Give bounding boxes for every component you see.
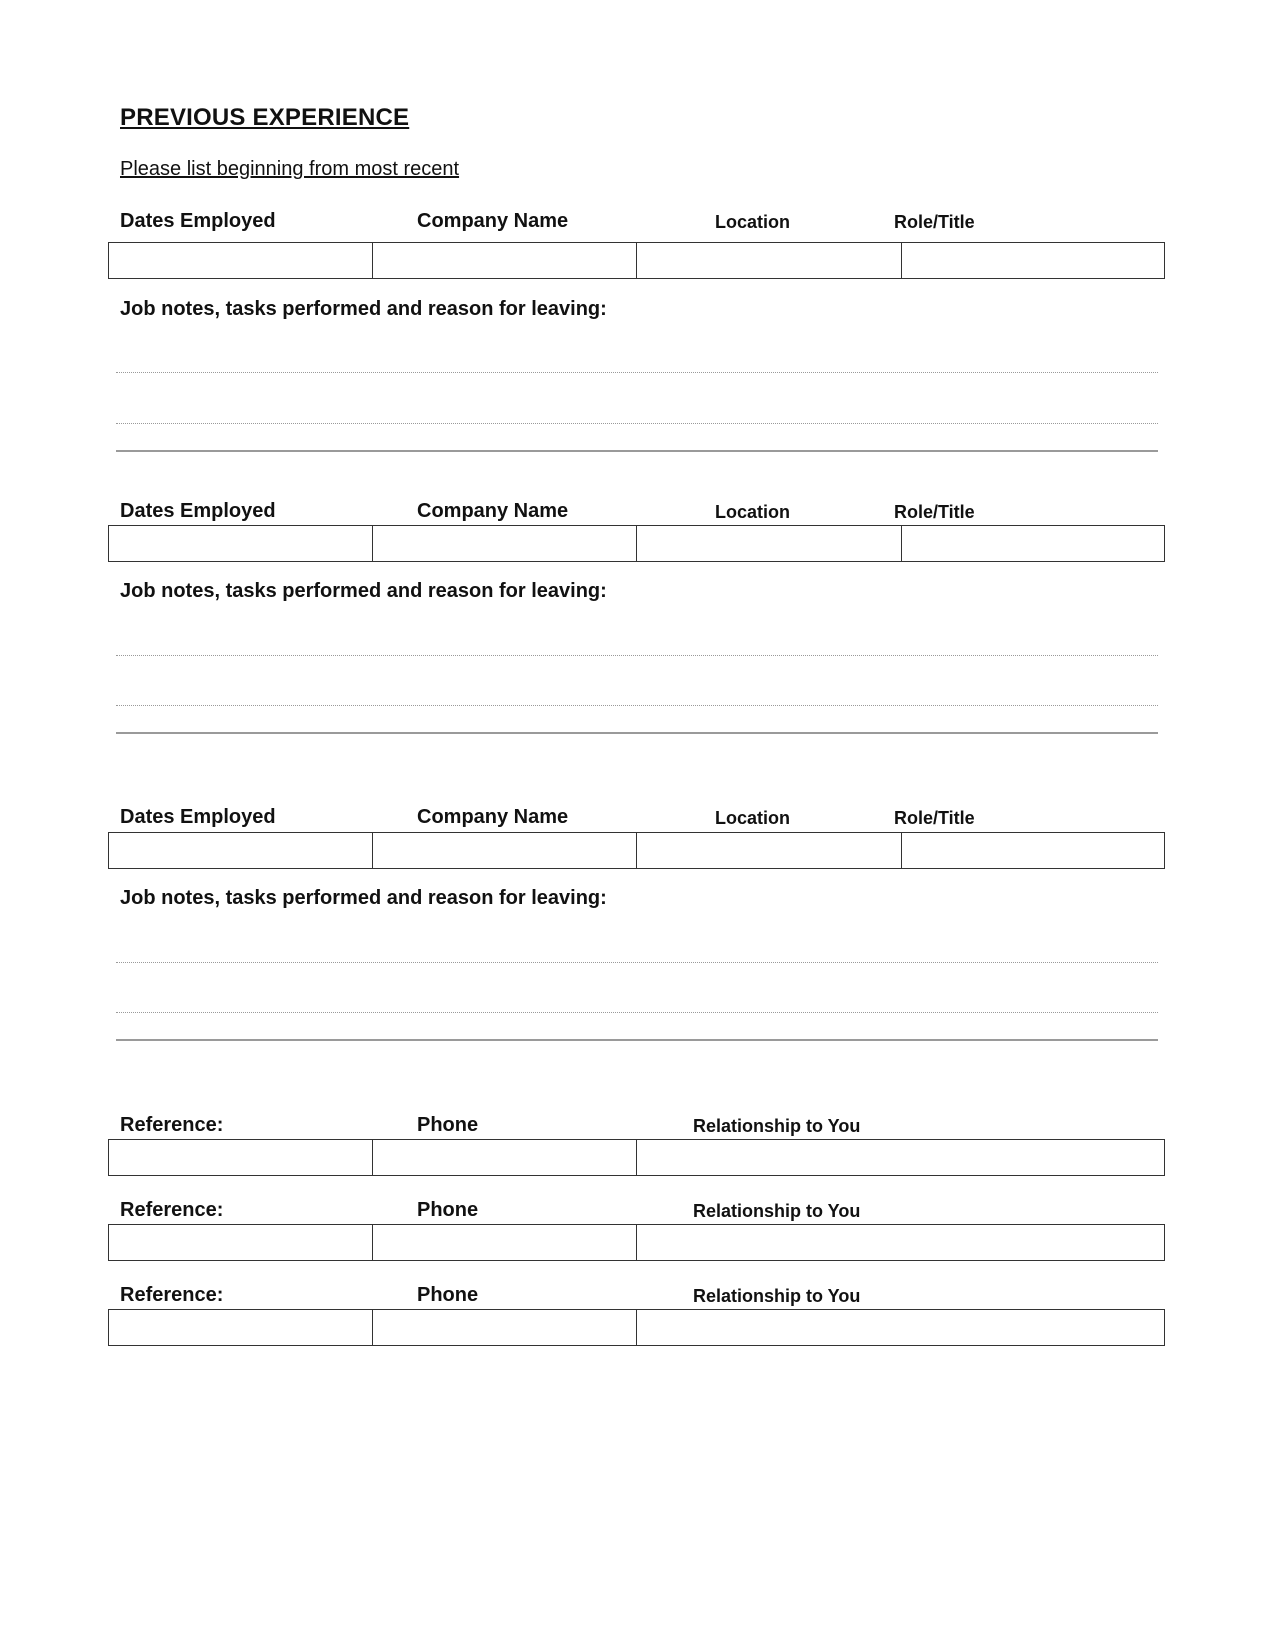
- location-field[interactable]: [637, 833, 902, 868]
- job-notes-label: Job notes, tasks performed and reason for leaving:: [120, 580, 607, 602]
- employment-row: [108, 525, 1165, 562]
- job-notes-line[interactable]: [116, 423, 1158, 424]
- reference-relationship-field[interactable]: [637, 1140, 1164, 1175]
- company-name-field[interactable]: [373, 526, 637, 561]
- role-title-label: Role/Title: [894, 212, 975, 232]
- phone-label: Phone: [417, 1114, 479, 1136]
- job-notes-line[interactable]: [116, 705, 1158, 706]
- role-title-field[interactable]: [902, 833, 1164, 868]
- job-notes-label: Job notes, tasks performed and reason for leaving:: [120, 887, 607, 909]
- relationship-label: Relationship to You: [693, 1116, 861, 1136]
- employment-row: [108, 242, 1165, 279]
- reference-row: [108, 1139, 1165, 1176]
- location-label: Location: [715, 212, 790, 232]
- dates-employed-label: Dates Employed: [120, 806, 276, 828]
- company-name-field[interactable]: [373, 833, 637, 868]
- role-title-field[interactable]: [902, 526, 1164, 561]
- company-name-label: Company Name: [417, 806, 569, 828]
- reference-name-field[interactable]: [109, 1140, 373, 1175]
- dates-employed-field[interactable]: [109, 526, 373, 561]
- company-name-field[interactable]: [373, 243, 637, 278]
- reference-relationship-field[interactable]: [637, 1225, 1164, 1260]
- job-notes-line[interactable]: [116, 1039, 1158, 1041]
- reference-name-field[interactable]: [109, 1225, 373, 1260]
- location-label: Location: [715, 808, 790, 828]
- company-name-label: Company Name: [417, 500, 569, 522]
- reference-label: Reference:: [120, 1284, 224, 1306]
- job-notes-line[interactable]: [116, 732, 1158, 734]
- reference-relationship-field[interactable]: [637, 1310, 1164, 1345]
- job-notes-label: Job notes, tasks performed and reason for leaving:: [120, 298, 607, 320]
- job-notes-line[interactable]: [116, 450, 1158, 452]
- dates-employed-label: Dates Employed: [120, 210, 276, 232]
- job-notes-line[interactable]: [116, 372, 1158, 373]
- reference-row: [108, 1224, 1165, 1261]
- reference-label: Reference:: [120, 1199, 224, 1221]
- reference-label: Reference:: [120, 1114, 224, 1136]
- reference-phone-field[interactable]: [373, 1310, 637, 1345]
- dates-employed-field[interactable]: [109, 833, 373, 868]
- relationship-label: Relationship to You: [693, 1201, 861, 1221]
- location-field[interactable]: [637, 526, 902, 561]
- phone-label: Phone: [417, 1199, 479, 1221]
- page-title: PREVIOUS EXPERIENCE: [120, 104, 410, 131]
- dates-employed-label: Dates Employed: [120, 500, 276, 522]
- page-subtitle: Please list beginning from most recent: [120, 158, 460, 180]
- employment-row: [108, 832, 1165, 869]
- location-label: Location: [715, 502, 790, 522]
- company-name-label: Company Name: [417, 210, 569, 232]
- reference-row: [108, 1309, 1165, 1346]
- reference-phone-field[interactable]: [373, 1140, 637, 1175]
- reference-name-field[interactable]: [109, 1310, 373, 1345]
- role-title-label: Role/Title: [894, 808, 975, 828]
- role-title-label: Role/Title: [894, 502, 975, 522]
- role-title-field[interactable]: [902, 243, 1164, 278]
- relationship-label: Relationship to You: [693, 1286, 861, 1306]
- dates-employed-field[interactable]: [109, 243, 373, 278]
- job-notes-line[interactable]: [116, 962, 1158, 963]
- job-notes-line[interactable]: [116, 1012, 1158, 1013]
- job-notes-line[interactable]: [116, 655, 1158, 656]
- reference-phone-field[interactable]: [373, 1225, 637, 1260]
- location-field[interactable]: [637, 243, 902, 278]
- phone-label: Phone: [417, 1284, 479, 1306]
